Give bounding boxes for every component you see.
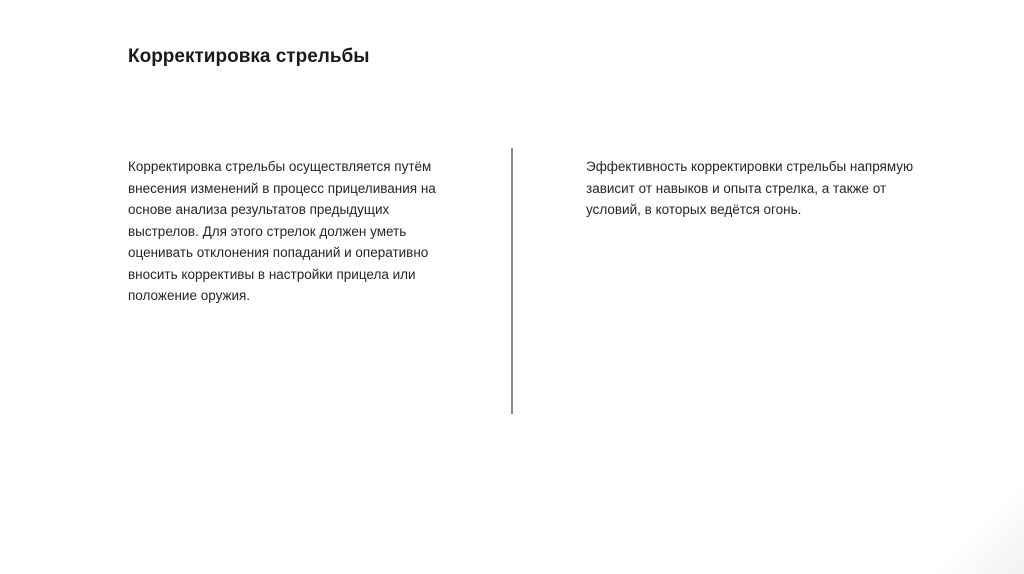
corner-page-curl [904, 484, 1024, 574]
left-column-text: Корректировка стрельбы осуществляется путём внесения изменений в процесс прицеливания на основе анализа результатов предыдущих выстрелов. Для этого стрелок должен уметь оценивать отклонения попаданий и оперативно вносить коррективы в настройки прицела или положение оружия. [128, 159, 436, 303]
right-column-text: Эффективность корректировки стрельбы напрямую зависит от навыков и опыта стрелка, а также от условий, в которых ведётся огонь. [586, 159, 914, 217]
column-divider [511, 148, 513, 414]
slide-title: Корректировка стрельбы [128, 46, 370, 67]
